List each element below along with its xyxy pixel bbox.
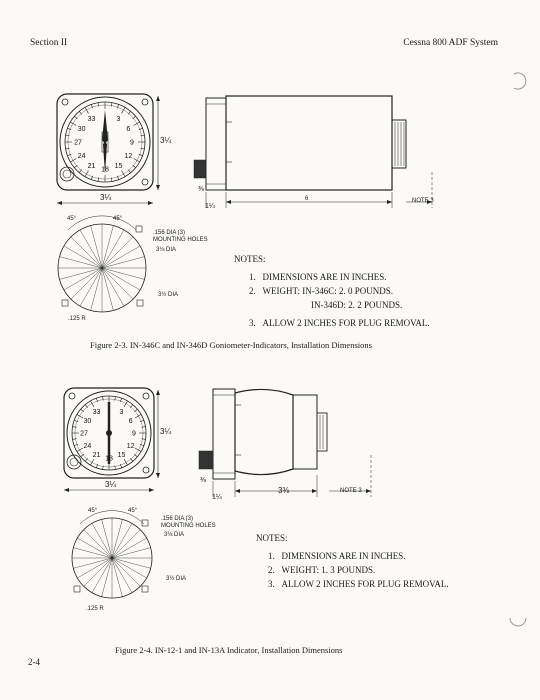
fig2-caption: Figure 2-4. IN-12-1 and IN-13A Indicator, Installation Dimensions: [115, 645, 343, 655]
dial-number: 27: [80, 430, 88, 438]
dial-number: 15: [114, 162, 123, 170]
dial-number: 33: [87, 116, 96, 124]
fig1-side-bottom-label: ⅜: [198, 186, 204, 193]
fig2-side-note-label: NOTE 3: [340, 488, 362, 494]
fig1-note-3: ALLOW 2 INCHES FOR PLUG REMOVAL.: [262, 318, 430, 328]
fig2-note-number: 1.: [268, 551, 275, 561]
dial-number: 12: [126, 442, 135, 450]
fig2-holes-line1: .156 DIA (3): [161, 516, 194, 522]
fig1-notes: [234, 252, 430, 330]
fig1-side-front-label: 1¼: [205, 203, 215, 210]
binder-hole-mark-top: [508, 72, 528, 92]
fig2-mounting-hole-pattern: [66, 510, 166, 610]
fig1-angle-left-label: 45°: [67, 216, 77, 222]
fig1-note-1: DIMENSIONS ARE IN INCHES.: [262, 272, 387, 282]
fig1-indicator-front-view: [55, 92, 165, 202]
fig1-note-2: WEIGHT: IN-346C: 2. 0 POUNDS.: [262, 286, 394, 296]
fig2-note-3: ALLOW 2 INCHES FOR PLUG REMOVAL.: [281, 579, 449, 589]
fig2-indicator-side-view: [195, 385, 385, 500]
document-title: Cessna 800 ADF System: [403, 38, 498, 48]
fig1-note-number: 2.: [249, 286, 256, 296]
fig2-note-2: WEIGHT: 1. 3 POUNDS.: [281, 565, 376, 575]
fig1-note-number: 1.: [249, 272, 256, 282]
fig1-caption: Figure 2-3. IN-346C and IN-346D Goniometer-Indicators, Installation Dimensions: [90, 340, 372, 350]
dial-number: 6: [128, 417, 133, 425]
fig2-face-height-label: 3¼: [160, 427, 172, 436]
fig1-side-note-label: NOTE 3: [412, 198, 434, 204]
fig1-angle-right-label: 45°: [113, 216, 123, 222]
dial-number: 3: [116, 116, 121, 124]
fig2-holes-label: [161, 516, 216, 530]
fig1-note-2b: IN-346D: 2. 2 POUNDS.: [311, 300, 403, 310]
fig1-inner-dia-label: 3⅛ DIA: [156, 247, 177, 253]
fig1-outer-dia-label: 3½ DIA: [158, 292, 179, 298]
dial-number: 27: [74, 139, 82, 147]
dial-number: 30: [83, 417, 92, 425]
fig2-side-front-label: 1¼: [212, 494, 222, 501]
fig2-angle-left-label: 45°: [88, 508, 98, 514]
fig1-holes-line1: .156 DIA (3): [153, 230, 186, 236]
fig2-side-bottom-label: ⅜: [200, 477, 206, 484]
dial-number: 12: [124, 152, 133, 160]
dial-number: 24: [83, 442, 92, 450]
binder-hole-mark-bottom: [508, 610, 528, 630]
fig2-inner-dia-label: 3⅛ DIA: [164, 532, 185, 538]
fig1-indicator-side-view: [192, 92, 442, 212]
dial-number: 18: [105, 455, 113, 463]
fig2-note-number: 2.: [268, 565, 275, 575]
fig1-note-number: 3.: [249, 318, 256, 328]
dial-number: 3: [119, 408, 124, 416]
fig2-holes-line2: MOUNTING HOLES: [161, 523, 216, 529]
dial-number: 18: [101, 166, 109, 174]
fig2-notes: [256, 531, 449, 591]
dial-number: 15: [117, 452, 126, 460]
fig1-side-length-label: 6: [305, 196, 309, 202]
dial-number: 9: [132, 430, 136, 438]
dial-number: 33: [92, 408, 101, 416]
fig2-notes-title: NOTES:: [256, 533, 288, 543]
dial-number: 24: [77, 152, 86, 160]
fig1-notes-title: NOTES:: [234, 254, 266, 264]
dial-number: 6: [126, 125, 131, 133]
fig2-indicator-front-view: [62, 386, 162, 486]
fig1-face-height-label: 3¼: [160, 136, 172, 145]
fig2-note-number: 3.: [268, 579, 275, 589]
fig2-outer-dia-label: 3½ DIA: [166, 576, 187, 582]
fig1-face-width-label: 3¼: [100, 193, 112, 202]
fig1-mounting-hole-pattern: [52, 218, 152, 318]
fig1-radius-label: .125 R: [68, 316, 86, 322]
fig2-side-length-label: 3⅜: [278, 486, 290, 495]
dial-number: 21: [92, 452, 101, 460]
fig1-holes-line2: MOUNTING HOLES: [153, 237, 208, 243]
fig2-radius-label: .125 R: [86, 606, 104, 612]
section-label: Section II: [30, 38, 68, 48]
fig2-note-1: DIMENSIONS ARE IN INCHES.: [281, 551, 406, 561]
dial-number: 21: [87, 162, 96, 170]
fig2-face-width-label: 3¼: [105, 480, 117, 489]
dial-number: 30: [77, 125, 86, 133]
fig1-holes-label: [153, 230, 208, 244]
page-number: 2-4: [28, 657, 40, 667]
fig2-angle-right-label: 45°: [128, 508, 138, 514]
dial-number: 9: [130, 139, 134, 147]
